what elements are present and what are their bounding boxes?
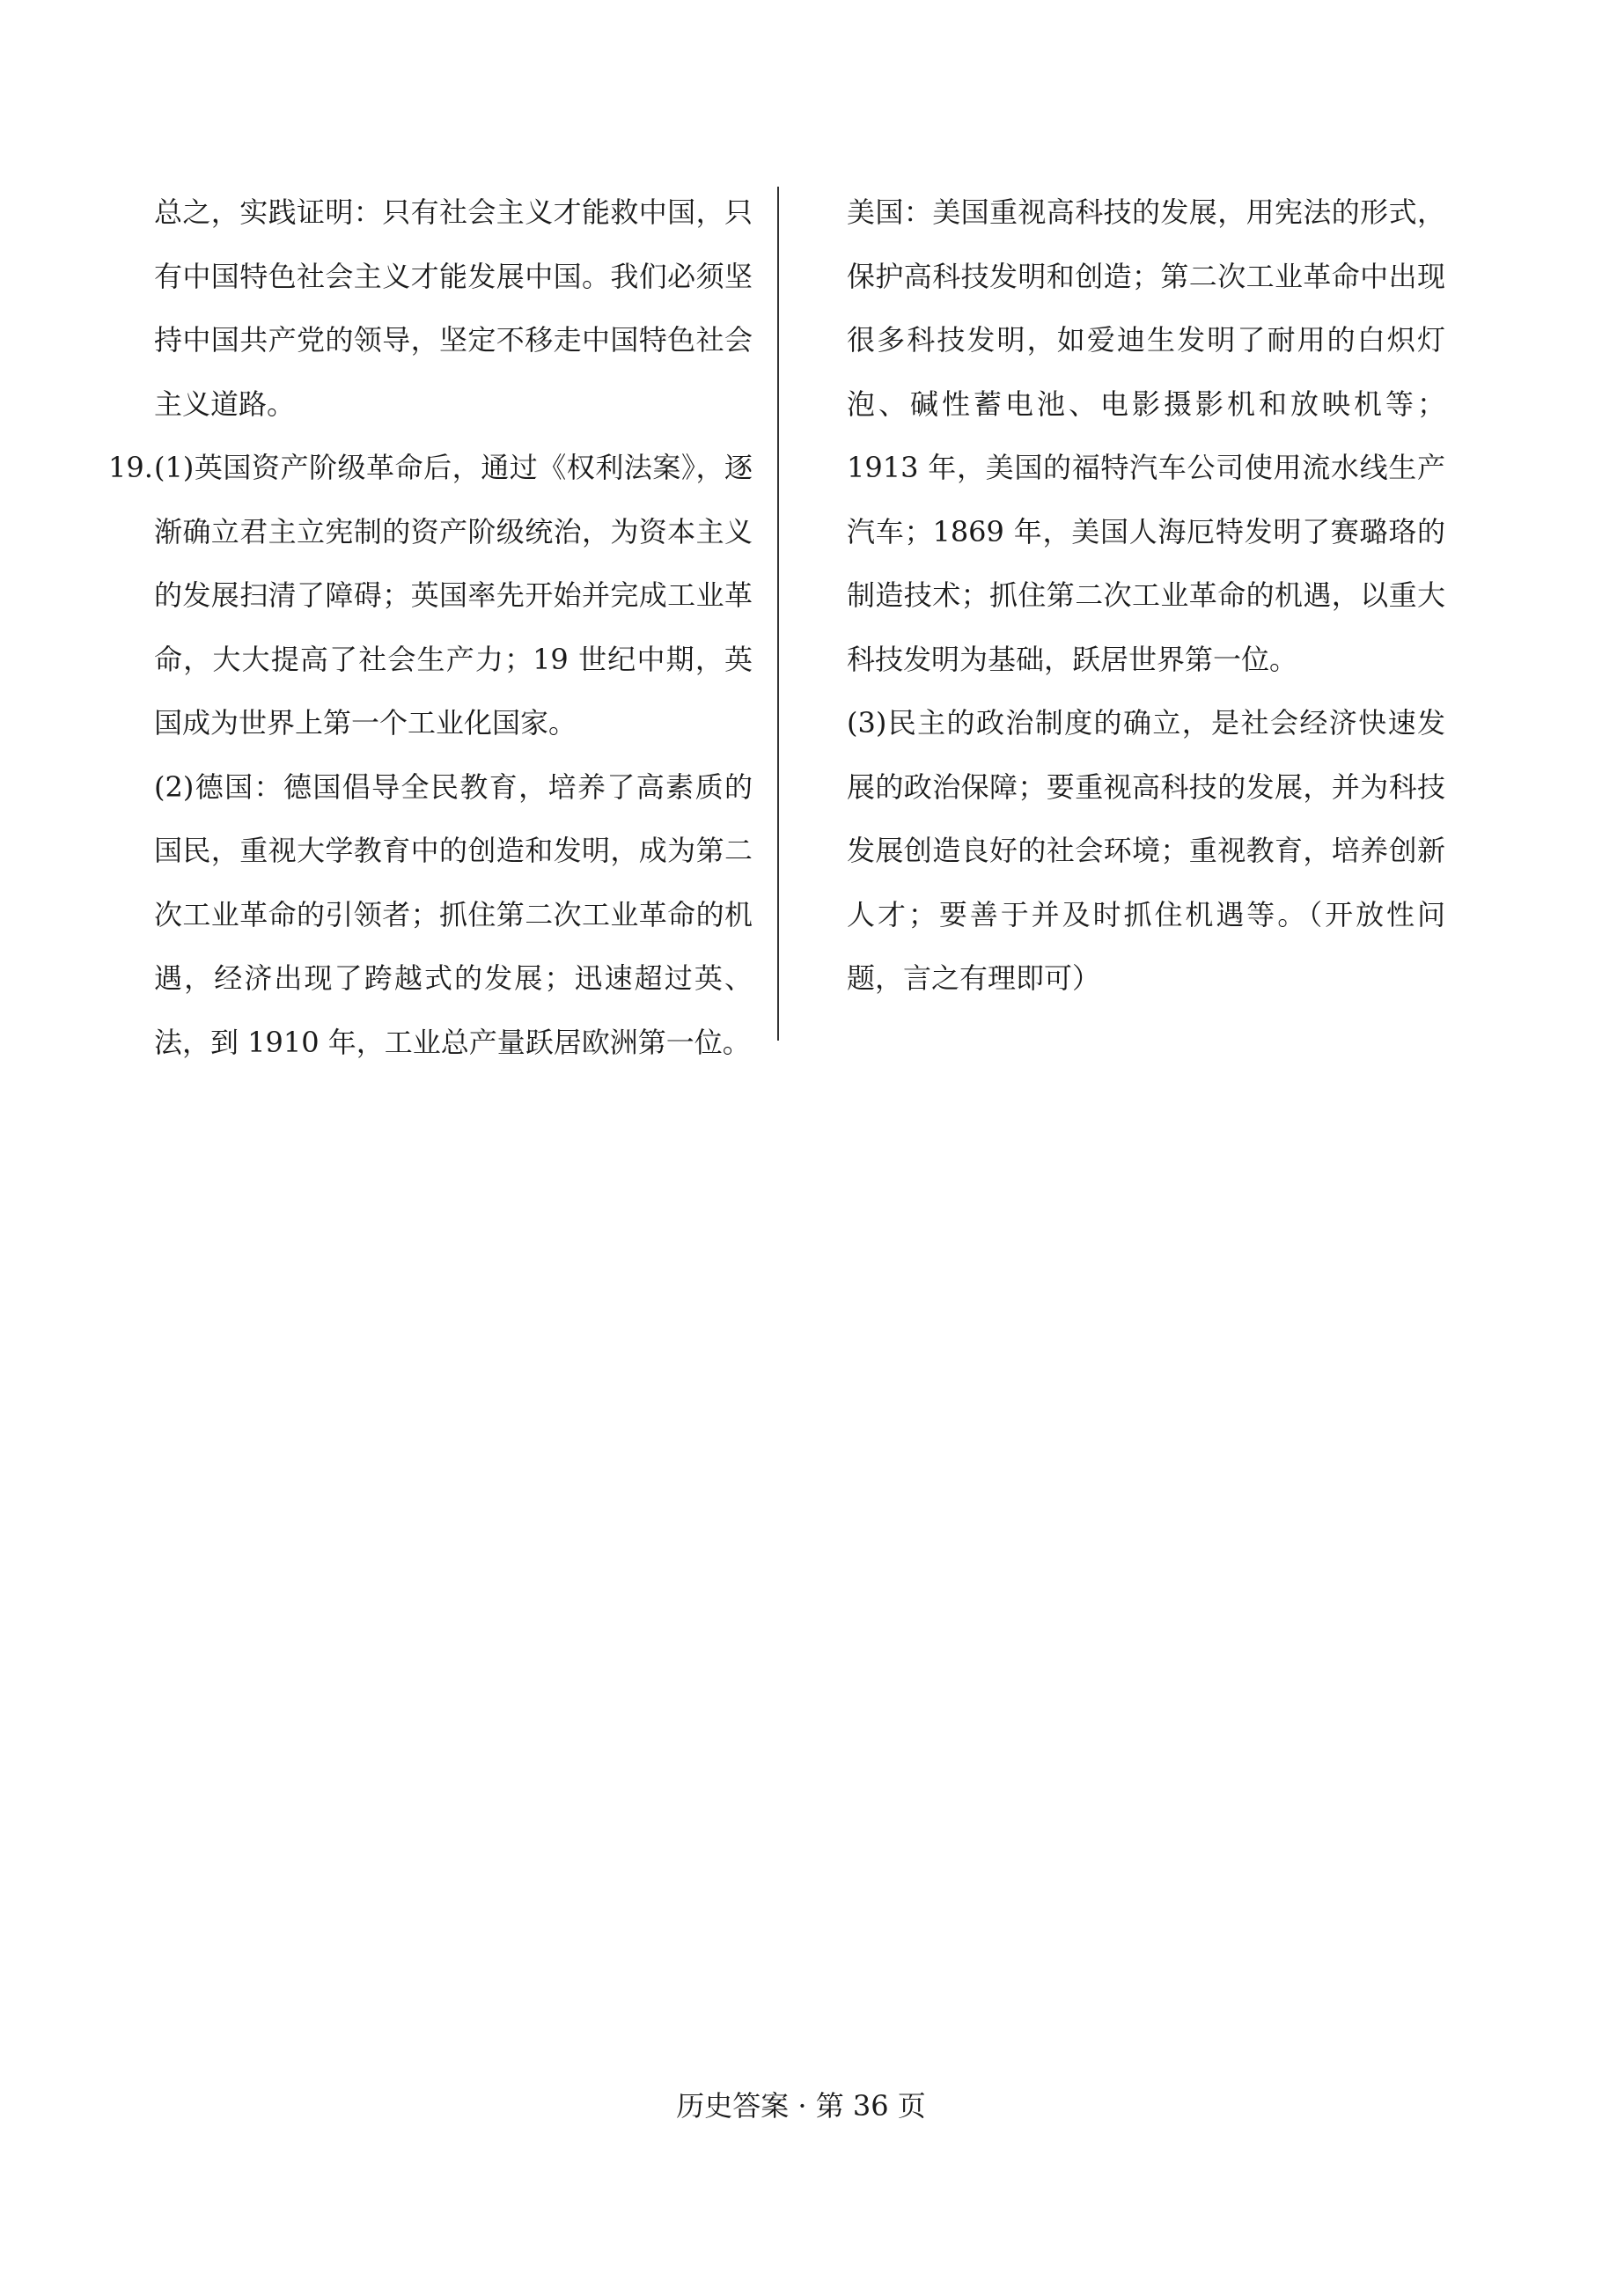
q19-part2-usa-answer: 美国：美国重视高科技的发展，用宪法的形式，保护高科技发明和创造；第二次工业革命中出现很多科技发明，如爱迪生发明了耐用的白炽灯泡、碱性蓄电池、电影摄影机和放映机等；1913 年，美国的福特汽车公司使用流水线生产汽车；1869 年，美国人海厄特发明了赛璐珞的制造技术；抓住第二次工业革命的机遇，以重大科技发明为基础，跃居世界第一位。 [847, 195, 1445, 676]
page-footer: 历史答案 · 第 36 页 [676, 2089, 926, 2123]
question-number: 19. [108, 451, 153, 484]
intro-paragraph: 总之，实践证明：只有社会主义才能救中国，只有中国特色社会主义才能发展中国。我们必须坚持中国共产党的领导，坚定不移走中国特色社会主义道路。 [154, 195, 753, 421]
right-column [847, 180, 1445, 1011]
q19-part3-answer: (3)民主的政治制度的确立，是社会经济快速发展的政治保障；要重视高科技的发展，并为科技发展创造良好的社会环境；重视教育，培养创新人才；要善于并及时抓住机遇等。（开放性问题，言之有理即可） [847, 706, 1445, 995]
left-column [108, 180, 753, 1074]
column-divider [777, 187, 779, 1041]
q19-part1-answer: (1)英国资产阶级革命后，通过《权利法案》，逐渐确立君主立宪制的资产阶级统治，为资本主义的发展扫清了障碍；英国率先开始并完成工业革命，大大提高了社会生产力；19 世纪中期，英国成为世界上第一个工业化国家。 [154, 451, 753, 740]
q19-part2-germany-answer: (2)德国：德国倡导全民教育，培养了高素质的国民，重视大学教育中的创造和发明，成为第二次工业革命的引领者；抓住第二次工业革命的机遇，经济出现了跨越式的发展；迅速超过英、法，到 1910 年，工业总产量跃居欧洲第一位。 [154, 769, 753, 1059]
question-19 [108, 436, 753, 755]
